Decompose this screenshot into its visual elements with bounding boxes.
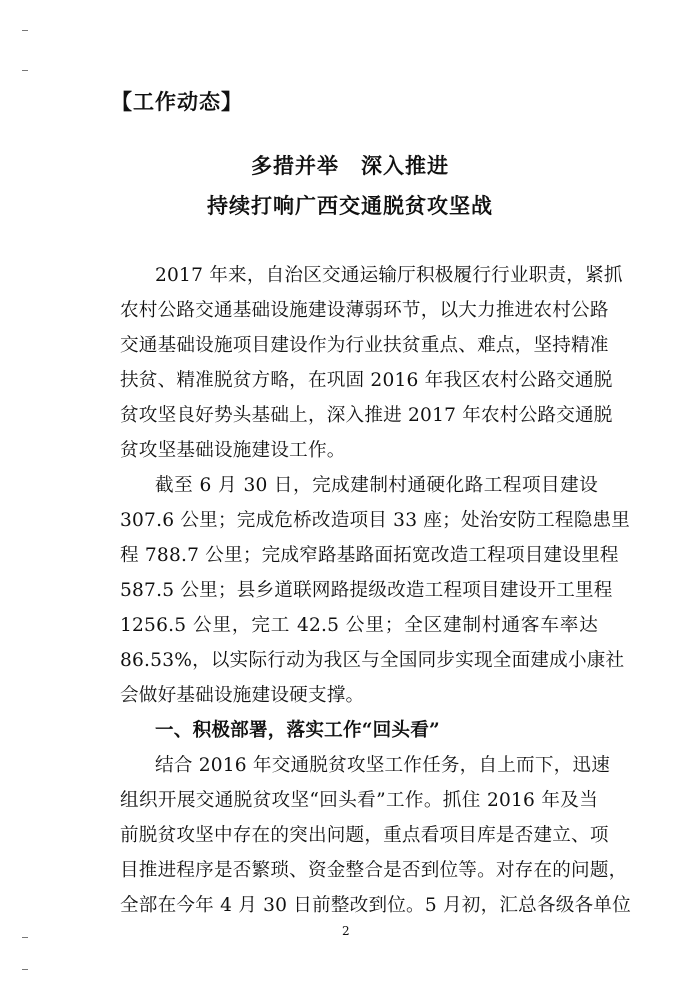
body-line: 扶贫、精准脱贫方略，在巩固 2016 年我区农村公路交通脱 bbox=[120, 370, 613, 391]
scan-edge-mark bbox=[22, 70, 28, 71]
scan-edge-mark bbox=[22, 937, 28, 938]
section-tag: 【工作动态】 bbox=[111, 90, 243, 114]
body-line: 全部在今年 4 月 30 日前整改到位。5 月初，汇总各级各单位 bbox=[120, 895, 631, 916]
body-line: 587.5 公里；县乡道联网路提级改造工程项目建设开工里程 bbox=[120, 580, 613, 601]
body-line: 贫攻坚良好势头基础上，深入推进 2017 年农村公路交通脱 bbox=[120, 405, 613, 426]
title-line-1: 多措并举 深入推进 bbox=[251, 154, 449, 178]
body-line: 307.6 公里；完成危桥改造项目 33 座；处治安防工程隐患里 bbox=[120, 510, 631, 531]
body-line: 目推进程序是否繁琐、资金整合是否到位等。对存在的问题， bbox=[120, 860, 628, 881]
body-line: 程 788.7 公里；完成窄路基路面拓宽改造工程项目建设里程 bbox=[120, 545, 619, 566]
section-heading: 一、积极部署，落实工作“回头看” bbox=[155, 720, 440, 741]
body-line: 1256.5 公里，完工 42.5 公里；全区建制村通客车率达 bbox=[120, 615, 598, 636]
body-line: 2017 年来，自治区交通运输厅积极履行行业职责，紧抓 bbox=[155, 265, 623, 286]
body-line: 交通基础设施项目建设作为行业扶贫重点、难点，坚持精准 bbox=[120, 335, 609, 356]
page-number: 2 bbox=[342, 924, 350, 938]
body-line: 农村公路交通基础设施建设薄弱环节，以大力推进农村公路 bbox=[120, 300, 609, 321]
scan-edge-mark bbox=[22, 969, 28, 970]
body-line: 结合 2016 年交通脱贫攻坚工作任务，自上而下，迅速 bbox=[155, 755, 611, 776]
body-line: 会做好基础设施建设硬支撑。 bbox=[120, 685, 365, 706]
body-line: 86.53%，以实际行动为我区与全国同步实现全面建成小康社 bbox=[120, 650, 625, 671]
body-line: 组织开展交通脱贫攻坚“回头看”工作。抓住 2016 年及当 bbox=[120, 790, 598, 811]
body-line: 截至 6 月 30 日，完成建制村通硬化路工程项目建设 bbox=[155, 475, 598, 496]
body-line: 前脱贫攻坚中存在的突出问题，重点看项目库是否建立、项 bbox=[120, 825, 609, 846]
title-line-2: 持续打响广西交通脱贫攻坚战 bbox=[207, 194, 493, 218]
scan-edge-mark bbox=[22, 30, 28, 31]
body-line: 贫攻坚基础设施建设工作。 bbox=[120, 440, 346, 461]
